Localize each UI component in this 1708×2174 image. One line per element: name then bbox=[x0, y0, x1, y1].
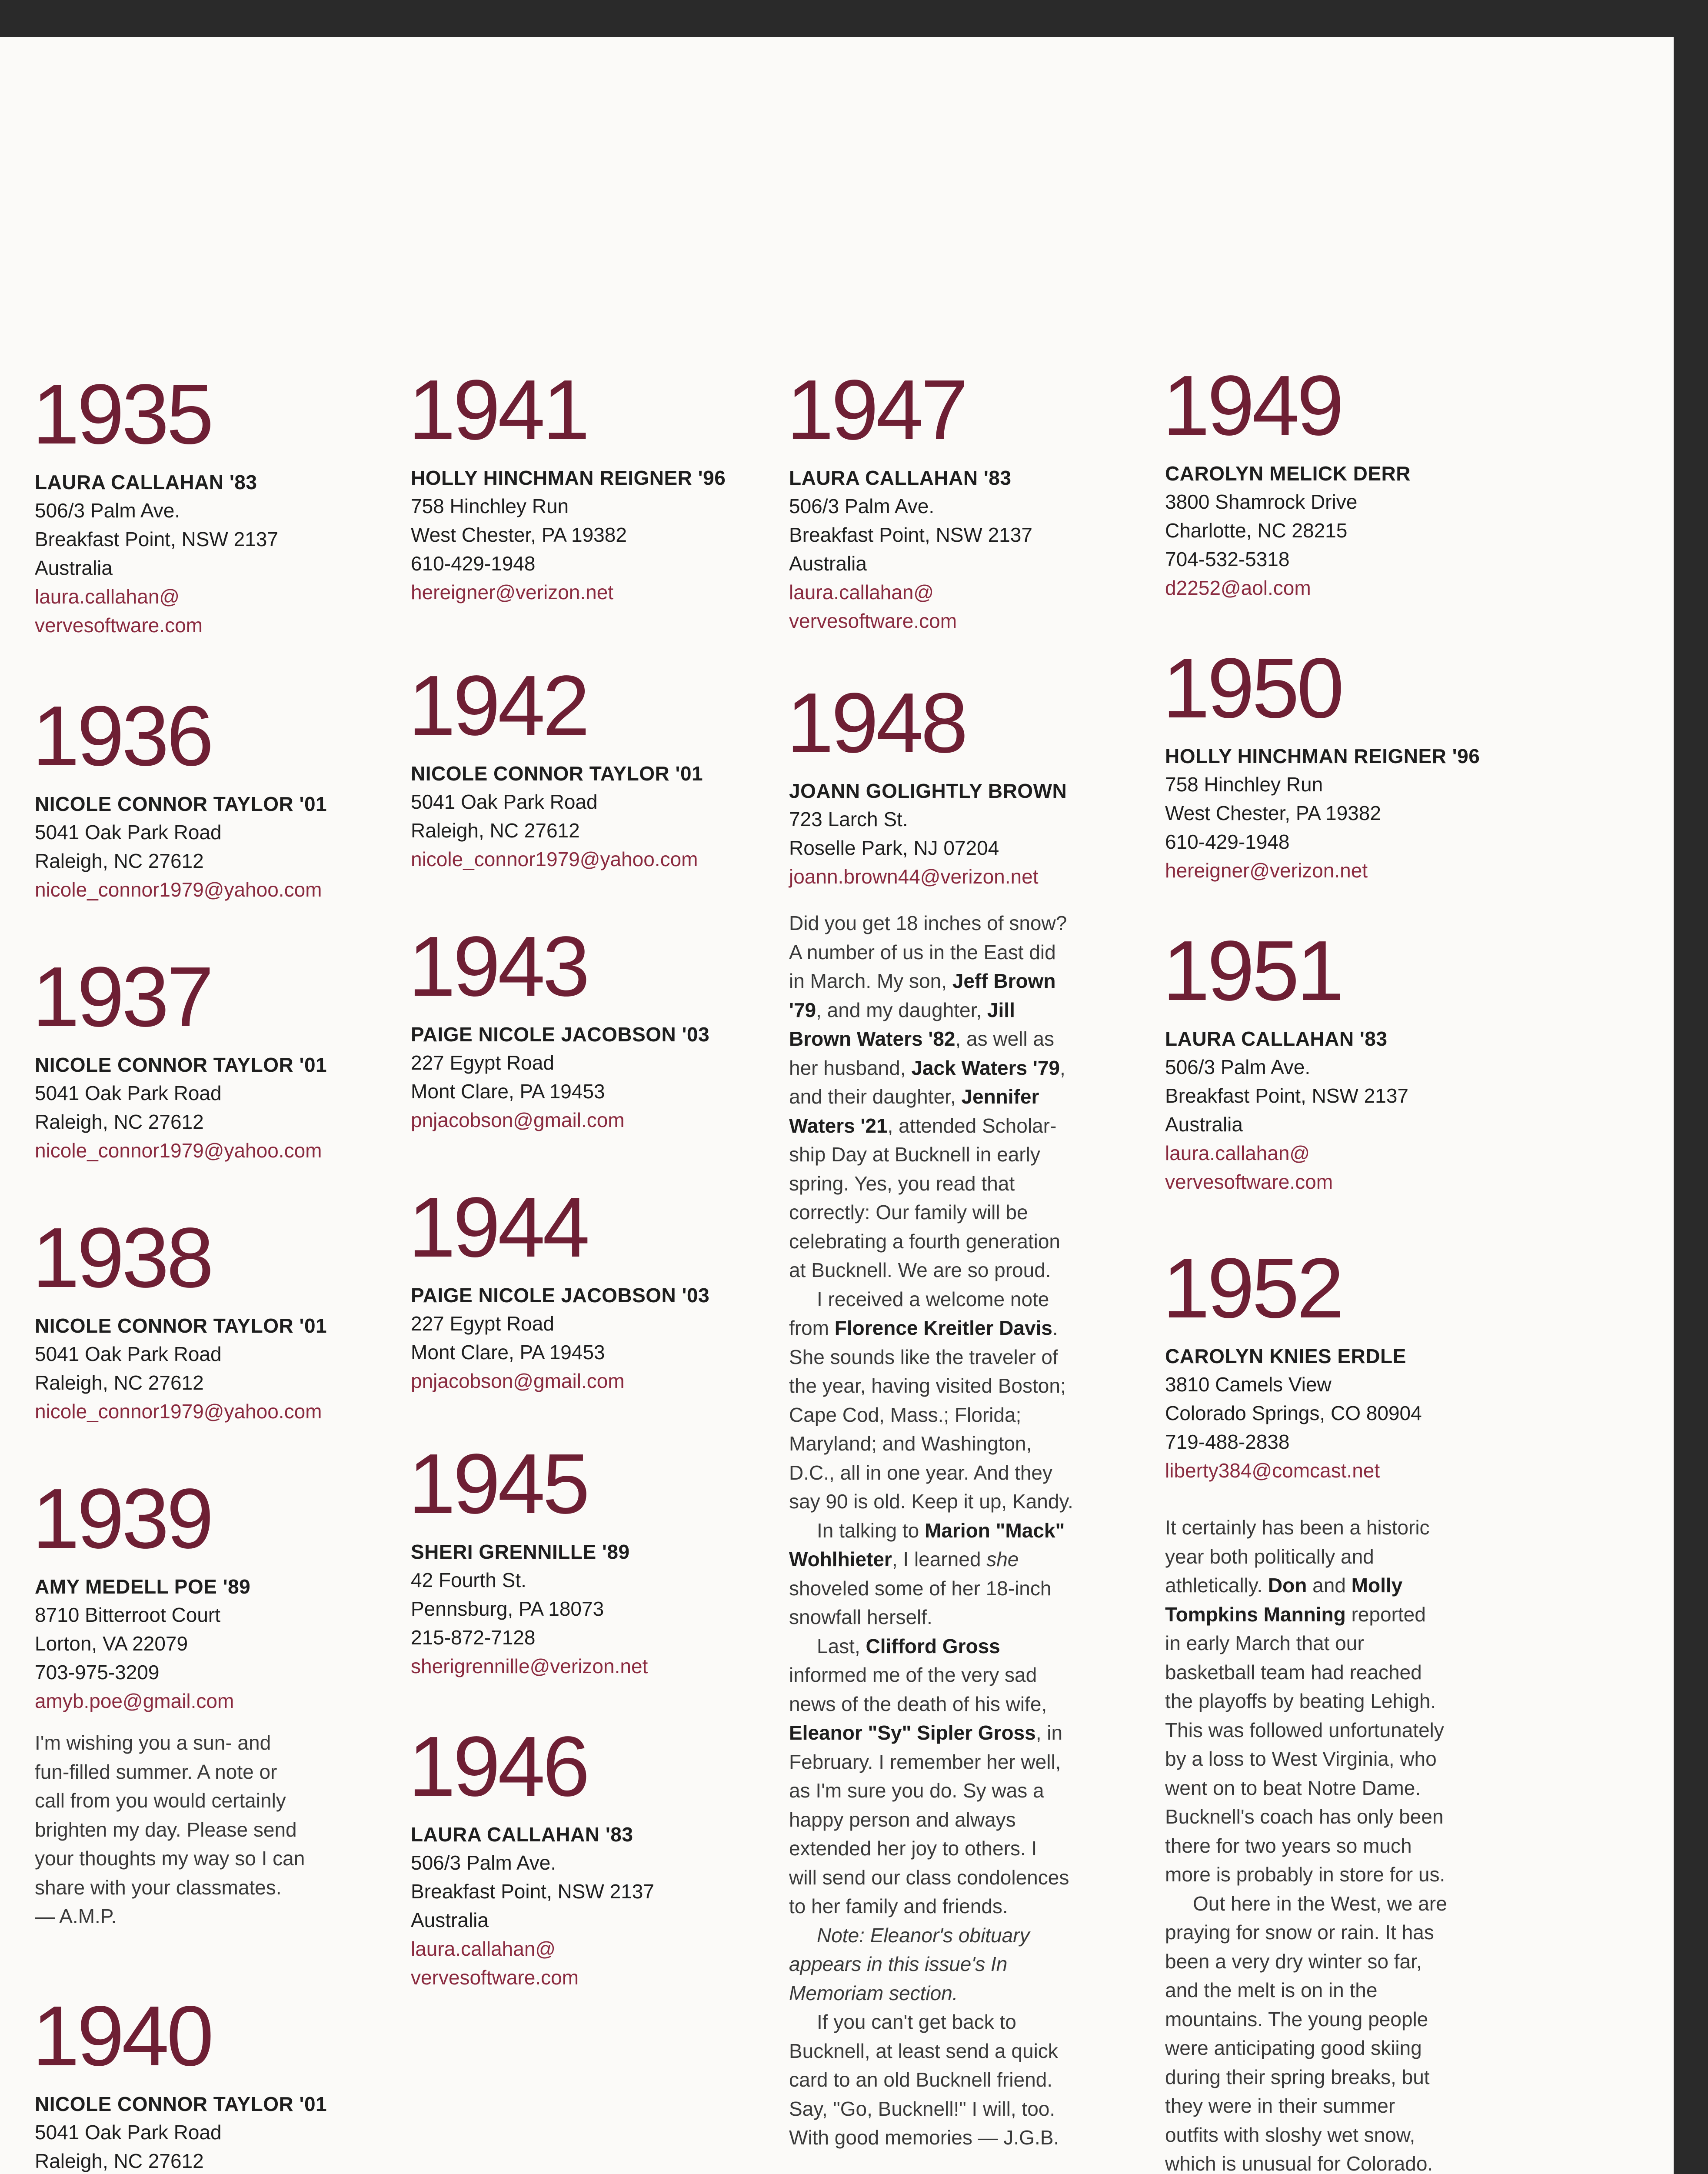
address-line: 227 Egypt Road bbox=[411, 1312, 554, 1335]
paragraph bbox=[789, 1632, 1073, 1921]
text-line: celebrating a fourth generation bbox=[789, 1230, 1060, 1253]
email-line: hereigner@verizon.net bbox=[411, 581, 614, 604]
text-line: Note: Eleanor's obituary bbox=[817, 1924, 1030, 1947]
paragraph bbox=[1165, 1889, 1447, 2174]
text-line: This was followed unfortunately bbox=[1165, 1718, 1444, 1741]
class-year-entry bbox=[1162, 640, 1480, 885]
paragraph bbox=[1165, 1513, 1447, 1889]
class-year-entry bbox=[1162, 1240, 1422, 1485]
address-line: Lorton, VA 22079 bbox=[35, 1632, 188, 1655]
paragraph bbox=[789, 1516, 1073, 1632]
address-line: Pennsburg, PA 18073 bbox=[411, 1597, 604, 1620]
text-line: went on to beat Notre Dame. bbox=[1165, 1776, 1421, 1799]
text-line: ship Day at Bucknell in early bbox=[789, 1143, 1040, 1166]
class-notes-text bbox=[35, 1728, 305, 1931]
address-line: 506/3 Palm Ave. bbox=[789, 495, 935, 517]
text-line: to her family and friends. bbox=[789, 1895, 1008, 1917]
address-line: 3800 Shamrock Drive bbox=[1165, 490, 1358, 513]
text-line: basketball team had reached bbox=[1165, 1661, 1422, 1684]
class-year-entry bbox=[32, 1471, 251, 1715]
paragraph bbox=[789, 1921, 1073, 2008]
text-line: Memoriam section. bbox=[789, 1981, 958, 2004]
text-line: athletically. Don and Molly bbox=[1165, 1574, 1403, 1597]
email-line: joann.brown44@verizon.net bbox=[789, 865, 1039, 888]
class-year-heading: 1937 bbox=[32, 949, 212, 1044]
class-year-entry bbox=[408, 1436, 648, 1681]
text-line: at Bucknell. We are so proud. bbox=[789, 1259, 1051, 1281]
class-year-heading: 1936 bbox=[32, 688, 212, 784]
text-line: by a loss to West Virginia, who bbox=[1165, 1747, 1437, 1770]
class-secretary-name: LAURA CALLAHAN '83 bbox=[789, 467, 1012, 489]
address-line: 5041 Oak Park Road bbox=[35, 821, 222, 844]
address-line: 723 Larch St. bbox=[789, 808, 908, 830]
text-line: In talking to Marion "Mack" bbox=[817, 1519, 1065, 1542]
address-line: 758 Hinchley Run bbox=[1165, 773, 1323, 796]
text-line: been a very dry winter so far, bbox=[1165, 1950, 1422, 1973]
address-line: Colorado Springs, CO 80904 bbox=[1165, 1402, 1422, 1424]
text-line: spring. Yes, you read that bbox=[789, 1172, 1015, 1195]
address-line: Breakfast Point, NSW 2137 bbox=[1165, 1084, 1408, 1107]
text-line: share with your classmates. bbox=[35, 1876, 282, 1899]
class-secretary-name: CAROLYN KNIES ERDLE bbox=[1165, 1345, 1406, 1367]
text-line: Eleanor "Sy" Sipler Gross, in bbox=[789, 1721, 1063, 1744]
email-line: vervesoftware.com bbox=[1165, 1170, 1333, 1193]
text-line: extended her joy to others. I bbox=[789, 1837, 1037, 1860]
paragraph bbox=[789, 1285, 1073, 1516]
class-year-heading: 1946 bbox=[408, 1719, 588, 1814]
class-secretary-name: JOANN GOLIGHTLY BROWN bbox=[789, 780, 1067, 802]
address-line: Raleigh, NC 27612 bbox=[35, 2150, 204, 2172]
address-line: 506/3 Palm Ave. bbox=[1165, 1056, 1311, 1078]
address-line: 703-975-3209 bbox=[35, 1661, 160, 1684]
class-year-entry bbox=[32, 1988, 327, 2174]
class-year-entry bbox=[786, 362, 1032, 635]
text-line: from Florence Kreitler Davis. bbox=[789, 1317, 1058, 1339]
class-secretary-name: SHERI GRENNILLE '89 bbox=[411, 1540, 630, 1563]
text-line: your thoughts my way so I can bbox=[35, 1847, 305, 1870]
class-secretary-name: LAURA CALLAHAN '83 bbox=[35, 471, 257, 493]
class-secretary-name: HOLLY HINCHMAN REIGNER '96 bbox=[411, 467, 726, 489]
address-line: 215-872-7128 bbox=[411, 1626, 536, 1649]
text-line: as I'm sure you do. Sy was a bbox=[789, 1779, 1044, 1802]
class-year-heading: 1940 bbox=[32, 1988, 212, 2084]
class-year-heading: 1943 bbox=[408, 919, 588, 1014]
address-line: Australia bbox=[789, 552, 867, 575]
class-year-heading: 1939 bbox=[32, 1471, 212, 1566]
class-secretary-name: NICOLE CONNOR TAYLOR '01 bbox=[35, 793, 327, 815]
class-year-heading: 1948 bbox=[786, 675, 966, 770]
text-line: news of the death of his wife, bbox=[789, 1692, 1047, 1715]
text-line: during their spring breaks, but bbox=[1165, 2065, 1430, 2088]
email-line: vervesoftware.com bbox=[35, 614, 203, 637]
email-line: nicole_connor1979@yahoo.com bbox=[35, 1400, 322, 1423]
address-line: Roselle Park, NJ 07204 bbox=[789, 837, 999, 859]
text-line: the playoffs by beating Lehigh. bbox=[1165, 1690, 1436, 1712]
text-line: A number of us in the East did bbox=[789, 940, 1056, 964]
text-line: Brown Waters '82, as well as bbox=[789, 1027, 1054, 1050]
class-secretary-name: NICOLE CONNOR TAYLOR '01 bbox=[35, 1054, 327, 1076]
address-line: 506/3 Palm Ave. bbox=[411, 1851, 556, 1874]
text-line: in early March that our bbox=[1165, 1632, 1364, 1654]
magazine-page bbox=[0, 37, 1674, 2174]
text-line: Out here in the West, we are bbox=[1193, 1892, 1447, 1915]
email-line: vervesoftware.com bbox=[411, 1966, 579, 1989]
class-secretary-name: NICOLE CONNOR TAYLOR '01 bbox=[411, 762, 703, 785]
address-line: Raleigh, NC 27612 bbox=[35, 850, 204, 872]
class-year-heading: 1951 bbox=[1162, 923, 1342, 1018]
address-line: Mont Clare, PA 19453 bbox=[411, 1341, 605, 1364]
email-line: vervesoftware.com bbox=[789, 610, 957, 632]
text-line: more is probably in store for us. bbox=[1165, 1863, 1445, 1886]
text-line: Waters '21, attended Scholar- bbox=[789, 1114, 1057, 1137]
address-line: 758 Hinchley Run bbox=[411, 495, 569, 517]
text-line: Maryland; and Washington, bbox=[789, 1432, 1032, 1455]
email-line: laura.callahan@ bbox=[1165, 1142, 1310, 1164]
class-year-entry bbox=[32, 1210, 327, 1426]
address-line: 42 Fourth St. bbox=[411, 1569, 526, 1591]
class-year-heading: 1941 bbox=[408, 362, 588, 457]
text-line: were anticipating good skiing bbox=[1165, 2037, 1422, 2059]
class-year-entry bbox=[1162, 358, 1411, 602]
text-line: With good memories — J.G.B. bbox=[789, 2126, 1059, 2149]
text-line: say 90 is old. Keep it up, Kandy. bbox=[789, 1490, 1073, 1513]
text-line: call from you would certainly bbox=[35, 1789, 286, 1812]
text-line: — A.M.P. bbox=[35, 1905, 117, 1927]
address-line: Raleigh, NC 27612 bbox=[411, 819, 580, 842]
address-line: 5041 Oak Park Road bbox=[35, 1343, 222, 1365]
text-line: and their daughter, Jennifer bbox=[789, 1085, 1039, 1108]
class-year-heading: 1938 bbox=[32, 1210, 212, 1305]
email-line: d2252@aol.com bbox=[1165, 577, 1311, 599]
text-line: will send our class condolences bbox=[789, 1866, 1069, 1889]
email-line: laura.callahan@ bbox=[411, 1937, 556, 1960]
text-line: the year, having visited Boston; bbox=[789, 1374, 1066, 1397]
address-line: 227 Egypt Road bbox=[411, 1051, 554, 1074]
text-line: card to an old Bucknell friend. bbox=[789, 2068, 1053, 2091]
text-line: there for two years so much bbox=[1165, 1834, 1412, 1857]
email-line: laura.callahan@ bbox=[35, 585, 180, 608]
class-secretary-name: AMY MEDELL POE '89 bbox=[35, 1575, 251, 1598]
text-line: in March. My son, Jeff Brown bbox=[789, 970, 1056, 992]
address-line: Australia bbox=[411, 1909, 489, 1931]
address-line: Australia bbox=[1165, 1113, 1243, 1136]
email-line: pnjacobson@gmail.com bbox=[411, 1109, 625, 1131]
text-line: which is unusual for Colorado. bbox=[1165, 2152, 1433, 2174]
class-secretary-name: LAURA CALLAHAN '83 bbox=[1165, 1027, 1388, 1050]
class-secretary-name: LAURA CALLAHAN '83 bbox=[411, 1823, 633, 1846]
address-line: 8710 Bitterroot Court bbox=[35, 1604, 221, 1626]
class-year-heading: 1942 bbox=[408, 658, 588, 753]
text-line: happy person and always bbox=[789, 1808, 1016, 1831]
address-line: 506/3 Palm Ave. bbox=[35, 499, 180, 522]
text-line: outfits with sloshy wet snow, bbox=[1165, 2123, 1415, 2146]
class-secretary-name: HOLLY HINCHMAN REIGNER '96 bbox=[1165, 745, 1480, 767]
text-line: praying for snow or rain. It has bbox=[1165, 1921, 1434, 1944]
class-year-entry bbox=[1162, 923, 1408, 1196]
address-line: 3810 Camels View bbox=[1165, 1373, 1332, 1396]
address-line: 704-532-5318 bbox=[1165, 548, 1290, 570]
text-line: and the melt is on in the bbox=[1165, 1979, 1378, 2001]
text-line: Bucknell, at least send a quick bbox=[789, 2039, 1058, 2062]
text-line: mountains. The young people bbox=[1165, 2007, 1428, 2031]
text-line: shoveled some of her 18-inch bbox=[789, 1577, 1052, 1600]
email-line: sherigrennille@verizon.net bbox=[411, 1655, 648, 1677]
email-line: liberty384@comcast.net bbox=[1165, 1459, 1380, 1482]
email-line: nicole_connor1979@yahoo.com bbox=[35, 1139, 322, 1162]
class-secretary-name: PAIGE NICOLE JACOBSON '03 bbox=[411, 1023, 710, 1046]
text-line: fun-filled summer. A note or bbox=[35, 1760, 277, 1783]
class-year-entry bbox=[408, 919, 710, 1134]
text-line: informed me of the very sad bbox=[789, 1664, 1037, 1686]
text-line: Last, Clifford Gross bbox=[817, 1634, 1000, 1657]
class-year-heading: 1947 bbox=[786, 362, 966, 457]
address-line: 5041 Oak Park Road bbox=[35, 1082, 222, 1104]
email-line: nicole_connor1979@yahoo.com bbox=[411, 848, 698, 870]
class-year-entry bbox=[32, 949, 327, 1165]
text-line: Say, "Go, Bucknell!" I will, too. bbox=[789, 2097, 1055, 2120]
address-line: 610-429-1948 bbox=[1165, 830, 1290, 853]
class-notes-text bbox=[1165, 1513, 1447, 2174]
text-line: D.C., all in one year. And they bbox=[789, 1461, 1053, 1484]
class-secretary-name: NICOLE CONNOR TAYLOR '01 bbox=[35, 2093, 327, 2115]
class-year-heading: 1952 bbox=[1162, 1240, 1342, 1336]
email-line: nicole_connor1979@yahoo.com bbox=[35, 878, 322, 901]
address-line: West Chester, PA 19382 bbox=[411, 523, 627, 546]
class-year-heading: 1950 bbox=[1162, 640, 1342, 736]
address-line: Mont Clare, PA 19453 bbox=[411, 1080, 605, 1103]
text-line: year both politically and bbox=[1165, 1545, 1374, 1568]
address-line: 719-488-2838 bbox=[1165, 1430, 1290, 1453]
text-line: her husband, Jack Waters '79, bbox=[789, 1056, 1065, 1079]
text-line: She sounds like the traveler of bbox=[789, 1345, 1058, 1368]
text-line: If you can't get back to bbox=[817, 2011, 1016, 2033]
address-line: Raleigh, NC 27612 bbox=[35, 1371, 204, 1394]
address-line: 5041 Oak Park Road bbox=[411, 790, 598, 813]
class-year-entry bbox=[786, 675, 1067, 891]
text-line: Wohlhieter, I learned she bbox=[789, 1548, 1019, 1570]
text-line: appears in this issue's In bbox=[789, 1953, 1008, 1975]
paragraph bbox=[35, 1728, 305, 1931]
class-year-entry bbox=[32, 688, 327, 904]
text-line: brighten my day. Please send bbox=[35, 1818, 297, 1841]
text-line: I'm wishing you a sun- and bbox=[35, 1731, 271, 1754]
class-year-entry bbox=[408, 658, 703, 874]
class-secretary-name: CAROLYN MELICK DERR bbox=[1165, 462, 1411, 485]
class-notes-text bbox=[789, 909, 1073, 2152]
text-line: Bucknell's coach has only been bbox=[1165, 1805, 1444, 1828]
class-year-entry bbox=[408, 1180, 710, 1395]
email-line: amyb.poe@gmail.com bbox=[35, 1690, 234, 1712]
address-line: Breakfast Point, NSW 2137 bbox=[35, 528, 278, 550]
text-line: snowfall herself. bbox=[789, 1606, 932, 1628]
text-line: correctly: Our family will be bbox=[789, 1201, 1028, 1224]
address-line: Breakfast Point, NSW 2137 bbox=[789, 523, 1032, 546]
address-line: 5041 Oak Park Road bbox=[35, 2121, 222, 2144]
class-secretary-name: NICOLE CONNOR TAYLOR '01 bbox=[35, 1314, 327, 1337]
paragraph bbox=[789, 909, 1073, 1285]
text-line: Did you get 18 inches of snow? bbox=[789, 912, 1067, 934]
class-year-entry bbox=[32, 367, 278, 640]
text-line: Cape Cod, Mass.; Florida; bbox=[789, 1403, 1022, 1426]
email-line: hereigner@verizon.net bbox=[1165, 859, 1368, 882]
text-line: It certainly has been a historic bbox=[1165, 1516, 1430, 1539]
text-line: '79, and my daughter, Jill bbox=[789, 998, 1015, 1021]
text-line: I received a welcome note bbox=[817, 1287, 1049, 1310]
address-line: Raleigh, NC 27612 bbox=[35, 1110, 204, 1133]
address-line: Breakfast Point, NSW 2137 bbox=[411, 1880, 654, 1903]
address-line: Charlotte, NC 28215 bbox=[1165, 519, 1348, 542]
paragraph bbox=[789, 2007, 1073, 2152]
class-year-heading: 1935 bbox=[32, 367, 212, 462]
class-secretary-name: PAIGE NICOLE JACOBSON '03 bbox=[411, 1284, 710, 1307]
email-line: pnjacobson@gmail.com bbox=[411, 1370, 625, 1392]
address-line: Australia bbox=[35, 557, 113, 579]
class-year-entry bbox=[408, 1719, 654, 1992]
class-year-heading: 1949 bbox=[1162, 358, 1342, 453]
class-year-heading: 1944 bbox=[408, 1180, 588, 1275]
text-line: Tompkins Manning reported bbox=[1165, 1603, 1426, 1626]
class-year-entry bbox=[408, 362, 726, 607]
email-line: laura.callahan@ bbox=[789, 581, 934, 604]
address-line: 610-429-1948 bbox=[411, 552, 536, 575]
text-line: February. I remember her well, bbox=[789, 1750, 1061, 1773]
text-line: they were in their summer bbox=[1165, 2094, 1395, 2117]
address-line: West Chester, PA 19382 bbox=[1165, 802, 1381, 824]
class-year-heading: 1945 bbox=[408, 1436, 588, 1531]
